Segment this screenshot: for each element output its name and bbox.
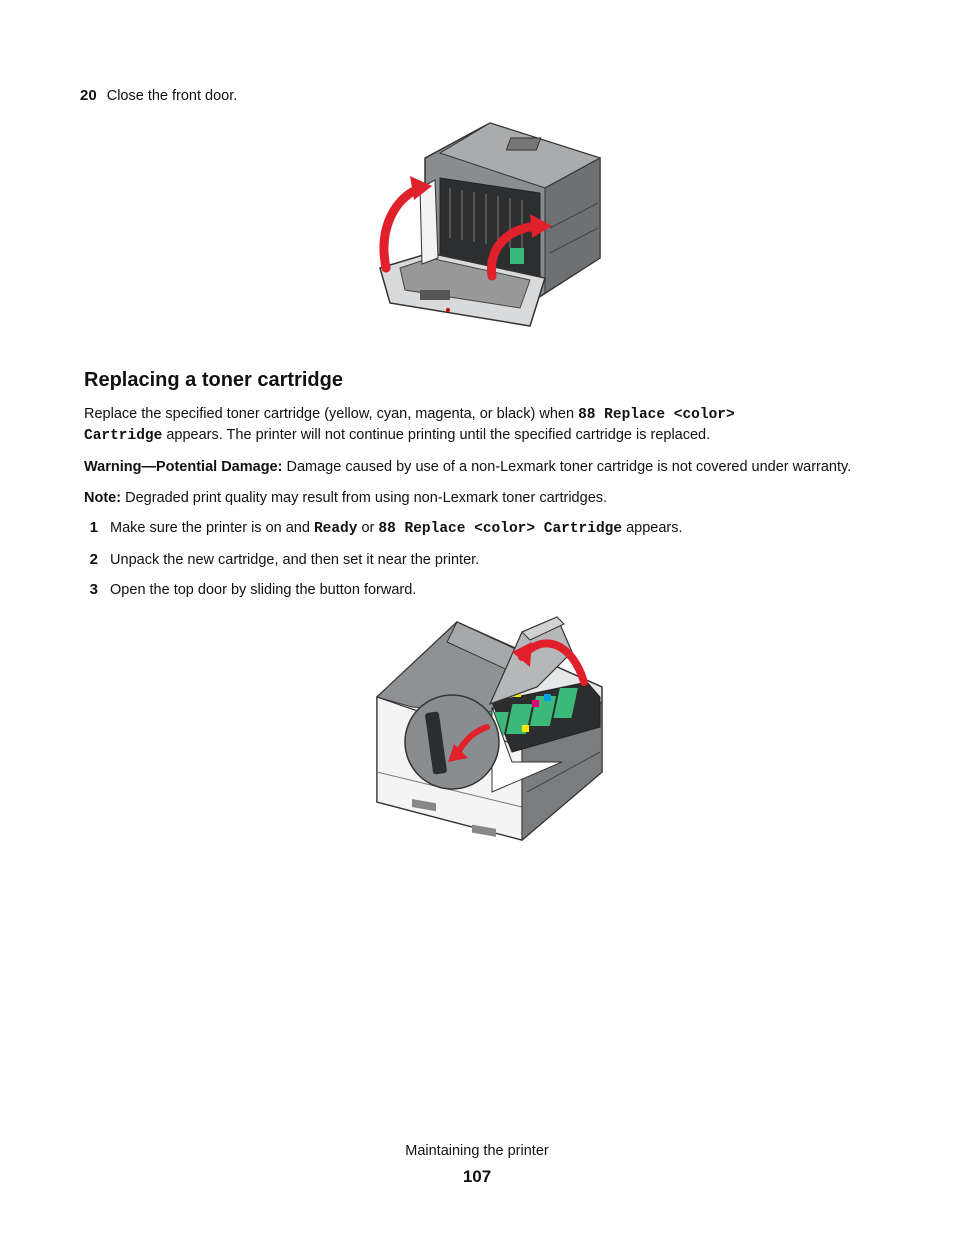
step-text: Unpack the new cartridge, and then set it near the printer. — [110, 552, 480, 568]
step-number: 3 — [89, 581, 98, 598]
intro-code-2: Cartridge — [84, 428, 163, 444]
step-2 — [84, 550, 904, 570]
step-number: 2 — [89, 551, 98, 568]
step-20 — [80, 86, 237, 106]
step-3 — [84, 580, 904, 600]
step-text-c: appears. — [622, 520, 683, 536]
step-text-b: or — [357, 520, 379, 536]
warning-label: Warning—Potential Damage: — [84, 459, 283, 475]
note-paragraph — [84, 488, 904, 508]
step-text: Close the front door. — [106, 88, 238, 104]
step-code-replace: 88 Replace <color> Cartridge — [378, 521, 623, 537]
note-text: Degraded print quality may result from using non-Lexmark toner cartridges. — [121, 490, 608, 506]
intro-code: 88 Replace <color> — [578, 407, 735, 423]
intro-text-b: appears. The printer will not continue printing until the specified cartridge is replaced. — [162, 427, 711, 443]
printer-top-door-illustration — [372, 612, 607, 844]
warning-paragraph — [84, 457, 904, 477]
page-number: 107 — [462, 1167, 492, 1186]
step-text: Open the top door by sliding the button forward. — [110, 582, 417, 598]
footer-section: Maintaining the printer — [405, 1143, 549, 1159]
warning-text: Damage caused by use of a non-Lexmark toner cartridge is not covered under warranty. — [282, 459, 852, 475]
intro-text-a: Replace the specified toner cartridge (yellow, cyan, magenta, or black) when — [84, 406, 579, 422]
step-text-a: Make sure the printer is on and — [110, 520, 314, 536]
intro-paragraph — [84, 404, 884, 446]
printer-front-door-illustration — [370, 118, 610, 333]
step-code-ready: Ready — [313, 521, 358, 537]
section-title: Replacing a toner cartridge — [84, 369, 343, 391]
step-number: 20 — [80, 87, 97, 104]
step-1 — [84, 518, 904, 539]
step-number: 1 — [89, 519, 98, 536]
note-label: Note: — [84, 490, 122, 506]
